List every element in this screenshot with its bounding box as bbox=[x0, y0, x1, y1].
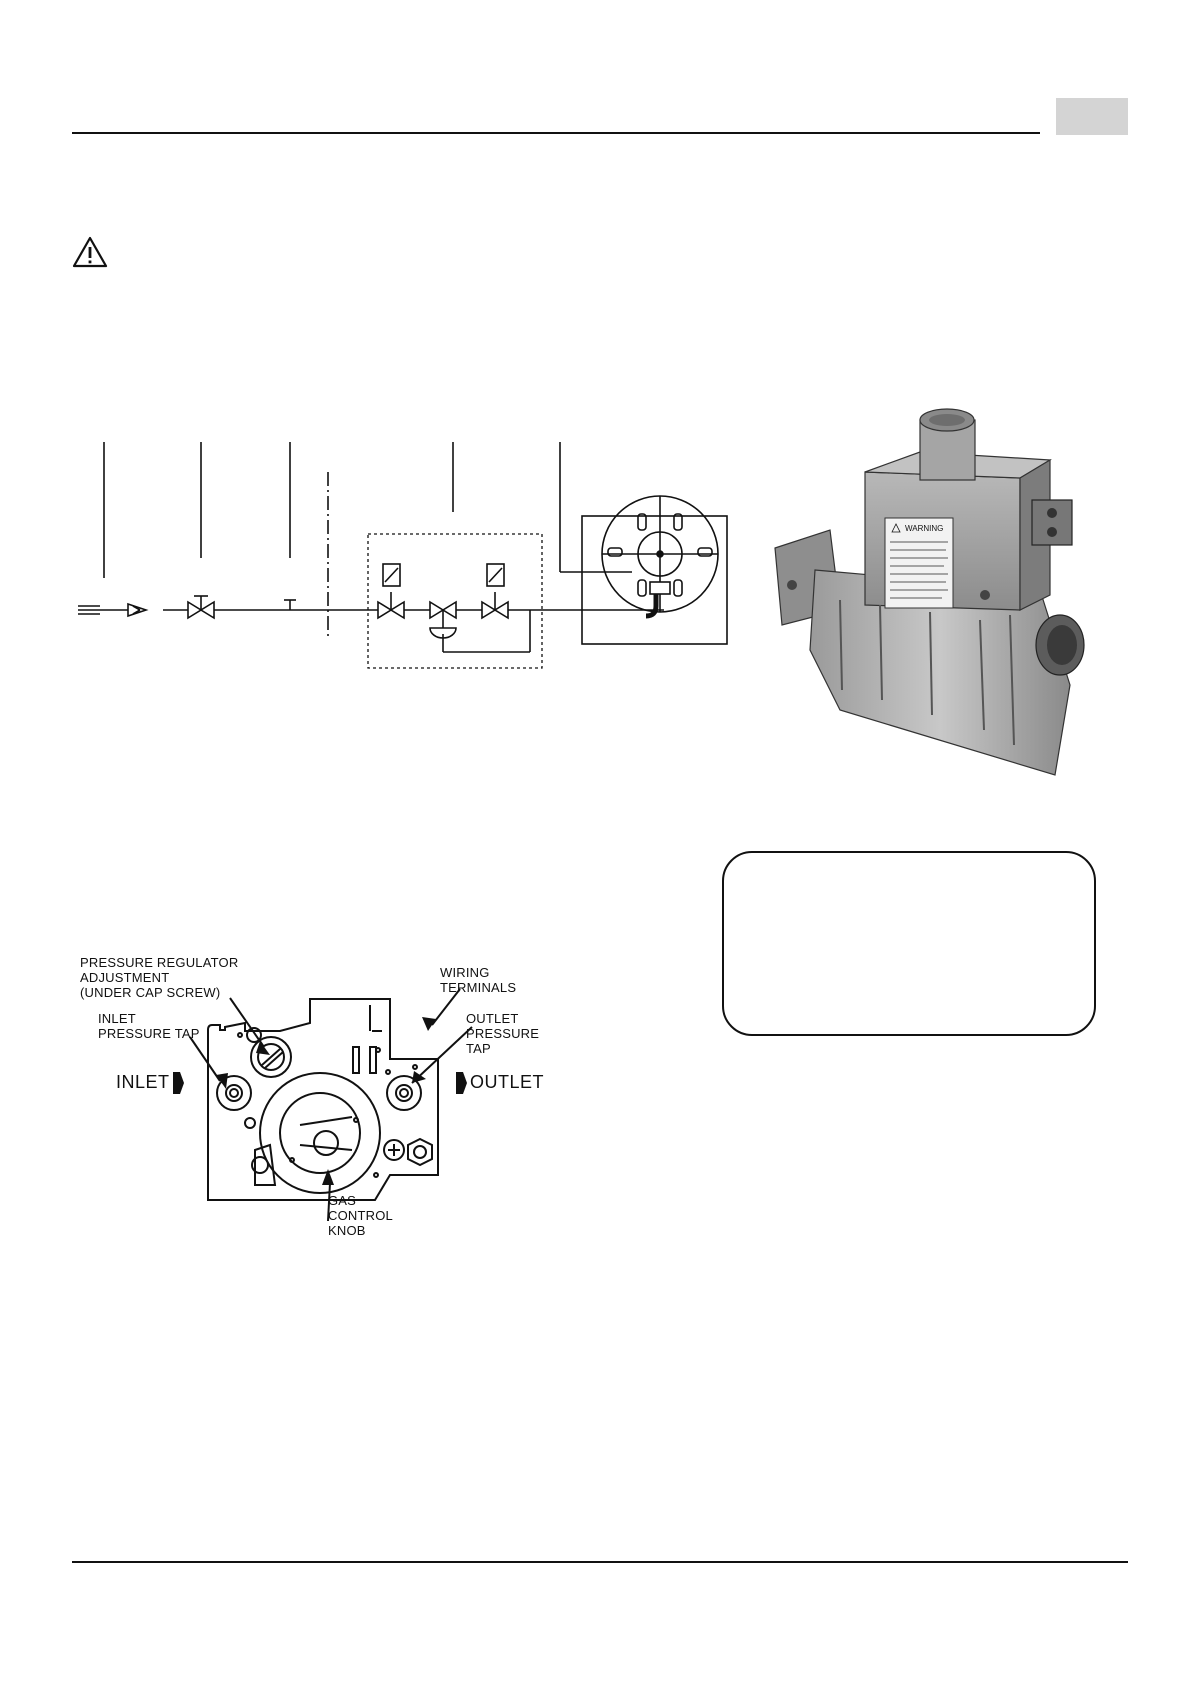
outlet-label: OUTLET bbox=[470, 1072, 545, 1092]
header-tab bbox=[1056, 98, 1128, 135]
wiring-terminals-label: WIRING TERMINALS bbox=[440, 965, 517, 995]
pressure-regulator-label: PRESSURE REGULATOR ADJUSTMENT (UNDER CAP SCREW) bbox=[80, 955, 239, 1000]
gas-control-diagram bbox=[70, 955, 560, 1245]
valve-warning-label: WARNING bbox=[905, 524, 944, 533]
footer-rule bbox=[72, 1561, 1128, 1563]
gas-system-schematic bbox=[60, 430, 740, 670]
warning-triangle-icon bbox=[72, 236, 108, 268]
note-box bbox=[722, 851, 1096, 1036]
gas-valve-photo bbox=[770, 400, 1100, 790]
header-rule bbox=[72, 132, 1040, 134]
inlet-pressure-tap-label: INLET PRESSURE TAP bbox=[98, 1011, 200, 1041]
outlet-pressure-tap-label: OUTLET PRESSURE TAP bbox=[466, 1011, 540, 1056]
inlet-label: INLET bbox=[116, 1072, 170, 1092]
gas-control-knob-label: GAS CONTROL KNOB bbox=[328, 1193, 393, 1238]
